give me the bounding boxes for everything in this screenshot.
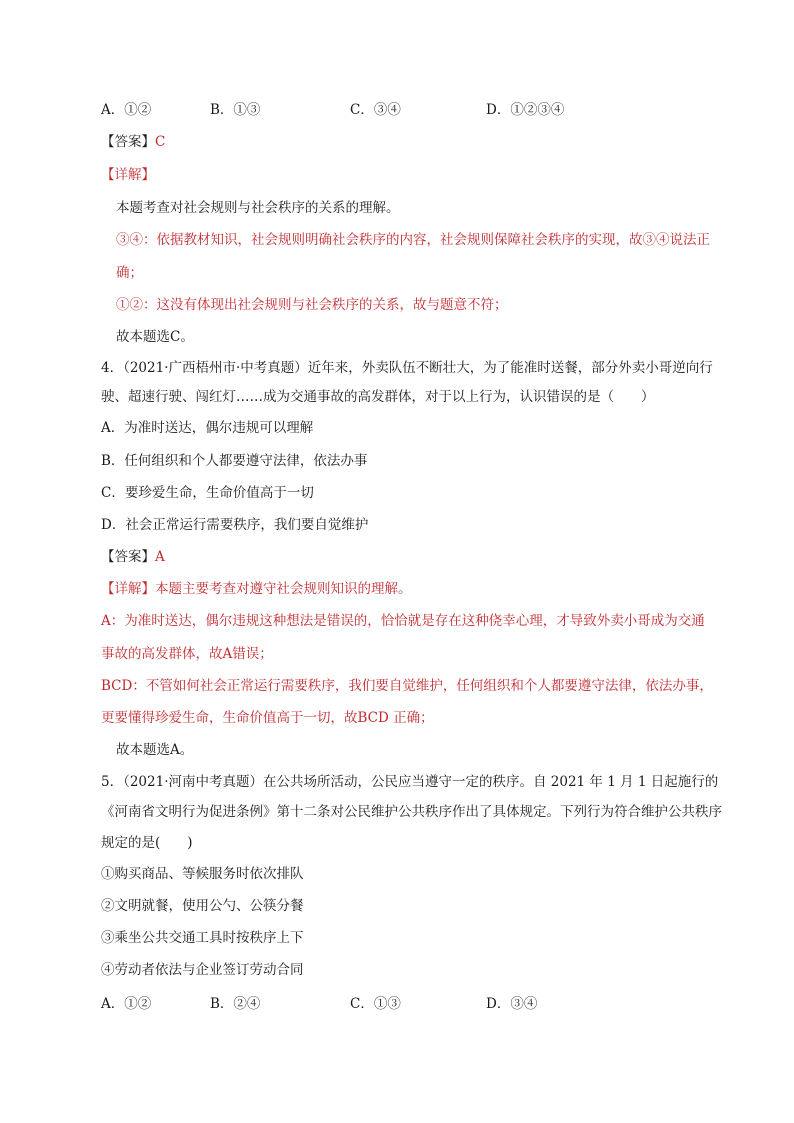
question-stem: 驶、超速行驶、闯红灯……成为交通事故的高发群体，对于以上行为，认识错误的是（ ） bbox=[101, 389, 655, 405]
answer-label: 【答案】 bbox=[101, 134, 155, 150]
statement-item: ①购买商品、等候服务时依次排队 bbox=[101, 866, 304, 882]
option-d: D．③④ bbox=[486, 996, 538, 1012]
option-a: A．①② bbox=[101, 996, 152, 1012]
analysis-line: 事故的高发群体，故A错误； bbox=[101, 646, 273, 662]
option-a: A．为准时送达，偶尔违规可以理解 bbox=[101, 420, 314, 436]
option-c: C．要珍爱生命，生命价值高于一切 bbox=[101, 485, 314, 501]
statement-item: ③乘坐公共交通工具时按秩序上下 bbox=[101, 930, 304, 946]
option-c: C．③④ bbox=[350, 102, 401, 118]
question-stem: 5．（2021·河南中考真题）在公共场所活动，公民应当遵守一定的秩序。自 2021 年 1 月 1 日起施行的 bbox=[101, 774, 719, 790]
analysis-line: ③④：依据教材知识，社会规则明确社会秩序的内容，社会规则保障社会秩序的实现，故③④说法正 bbox=[116, 232, 710, 248]
option-b: B．②④ bbox=[210, 996, 261, 1012]
statement-item: ②文明就餐，使用公勺、公筷分餐 bbox=[101, 898, 304, 914]
analysis-line: ①②：这没有体现出社会规则与社会秩序的关系，故与题意不符； bbox=[116, 297, 508, 313]
option-b: B．任何组织和个人都要遵守法律，依法办事 bbox=[101, 453, 368, 469]
option-d: D．社会正常运行需要秩序，我们要自觉维护 bbox=[101, 517, 369, 533]
conclusion: 故本题选A。 bbox=[116, 742, 194, 758]
option-c: C．①③ bbox=[350, 996, 401, 1012]
question-stem: 规定的是( ) bbox=[101, 835, 193, 851]
answer-line bbox=[101, 547, 165, 567]
answer-line bbox=[101, 132, 165, 152]
analysis-intro: 本题考查对社会规则与社会秩序的关系的理解。 bbox=[116, 200, 400, 216]
question-stem: 《河南省文明行为促进条例》第十二条对公民维护公共秩序作出了具体规定。下列行为符合维护公共秩序 bbox=[101, 804, 722, 820]
analysis-line: 确； bbox=[116, 265, 143, 281]
detail-text: 【详解】本题主要考查对遵守社会规则知识的理解。 bbox=[101, 581, 412, 597]
answer-label: 【答案】 bbox=[101, 549, 155, 565]
answer-value: C bbox=[155, 134, 166, 150]
option-d: D．①②③④ bbox=[486, 102, 565, 118]
statement-item: ④劳动者依法与企业签订劳动合同 bbox=[101, 962, 304, 978]
conclusion: 故本题选C。 bbox=[116, 329, 194, 345]
answer-value: A bbox=[155, 549, 165, 565]
question-stem: 4．（2021·广西梧州市·中考真题）近年来，外卖队伍不断壮大，为了能准时送餐，部分外卖小哥逆向行 bbox=[101, 360, 713, 376]
analysis-line: A：为准时送达，偶尔违规这种想法是错误的，恰恰就是存在这种侥幸心理，才导致外卖小哥成为交通 bbox=[101, 613, 705, 629]
option-b: B．①③ bbox=[210, 102, 261, 118]
analysis-line: BCD：不管如何社会正常运行需要秩序，我们要自觉维护，任何组织和个人都要遵守法律，依法办事， bbox=[101, 678, 713, 694]
option-a: A．①② bbox=[101, 102, 152, 118]
detail-label: 【详解】 bbox=[101, 167, 155, 183]
analysis-line: 更要懂得珍爱生命，生命价值高于一切，故BCD 正确； bbox=[101, 710, 434, 726]
